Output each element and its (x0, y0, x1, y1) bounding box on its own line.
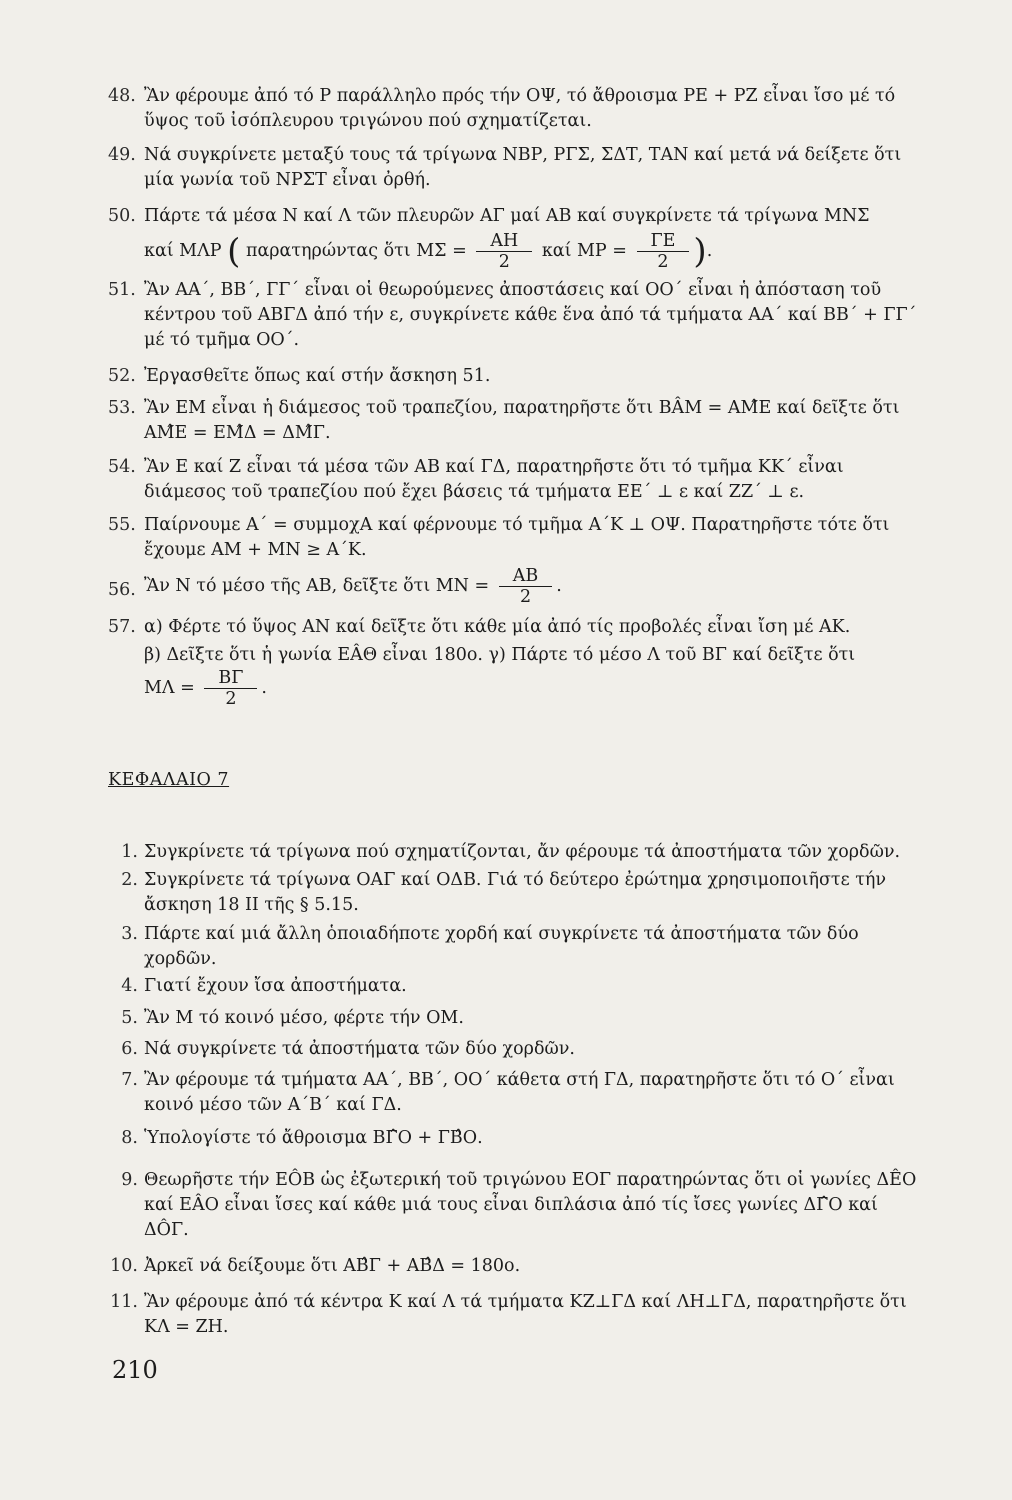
chapter-exercise-1 (108, 840, 928, 865)
fraction-ah-over-2: $\frac{AH}{2}$ (476, 231, 532, 272)
exercise-number: 8. (121, 1128, 138, 1148)
exercise-text: Πάρτε τά μέσα Ν καί Λ τῶν πλευρῶν ΑΓ μαί ΑΒ καί συγκρίνετε τά τρίγωνα ΜΝΣ (144, 206, 870, 226)
exercise-text: Ἀρκεῖ νά δείξουμε ὅτι ΑΒ̂Γ + ΑΒ̂Δ = 180ο. (144, 1256, 521, 1276)
exercise-51 (108, 278, 928, 353)
exercise-text: Πάρτε καί μιά ἄλλη ὁποιαδήποτε χορδή καί συγκρίνετε τά ἀποστήματα τῶν δύο χορδῶν. (144, 924, 859, 969)
exercise-text: Ἐργασθεῖτε ὅπως καί στήν ἄσκηση 51. (144, 366, 491, 386)
exercise-text: Ἂν φέρουμε ἀπό τά κέντρα Κ καί Λ τά τμήματα ΚΖ⊥ΓΔ καί ΛΗ⊥ΓΔ, παρατηρῆστε ὅτι ΚΛ = ΖΗ. (144, 1292, 907, 1337)
exercise-text: Ἂν Ν τό μέσο τῆς ΑΒ, δεῖξτε ὅτι ΜΝ = $\frac{AB}{2}$ . (144, 566, 562, 607)
exercise-number: 53. (108, 398, 136, 418)
chapter-exercise-3 (108, 922, 928, 972)
fraction-ab-over-2: $\frac{AB}{2}$ (499, 566, 553, 607)
chapter-exercise-9 (108, 1168, 928, 1243)
chapter-exercise-4 (108, 974, 928, 999)
exercise-text: Ἂν ΑΑ΄, ΒΒ΄, ΓΓ΄ εἶναι οἱ θεωρούμενες ἀποστάσεις καί ΟΟ΄ εἶναι ἡ ἀπόσταση τοῦ κέντρου τοῦ ΑΒΓΔ ἀπό τήν ε, συγκρίνετε κάθε ἕνα ἀπό τά τμήματα ΑΑ΄ καί ΒΒ΄ + ΓΓ΄ μέ τό τμῆμα ΟΟ΄. (144, 280, 917, 350)
exercise-text: Ἂν ΕΜ εἶναι ἡ διάμεσος τοῦ τραπεζίου, παρατηρῆστε ὅτι ΒÂΜ = ΑΜ̂Ε καί δεῖξτε ὅτι ΑΜ̂Ε = ΕΜ̂Δ = ΔΜ̂Γ. (144, 398, 900, 443)
exercise-number: 2. (121, 870, 138, 890)
exercise-number: 11. (110, 1292, 138, 1312)
chapter-exercise-10 (108, 1254, 928, 1279)
exercise-text: Θεωρῆστε τήν ΕÔΒ ὡς ἐξωτερική τοῦ τριγώνου ΕΟΓ παρατηρώντας ὅτι οἱ γωνίες ΔÊΟ καί ΕÂΟ εἶναι ἴσες καί κάθε μιά τους εἶναι διπλάσια ἀπό τίς ἴσες γωνίες ΔΓ̂Ο καί ΔÔΓ. (144, 1170, 917, 1240)
exercise-number: 9. (121, 1170, 138, 1190)
exercise-52 (108, 364, 928, 389)
exercise-57 (108, 615, 928, 709)
exercise-text: Ἂν φέρουμε τά τμήματα ΑΑ΄, ΒΒ΄, ΟΟ΄ κάθετα στή ΓΔ, παρατηρῆστε ὅτι τό Ο΄ εἶναι κοινό μέσο τῶν Α΄Β΄ καί ΓΔ. (144, 1070, 895, 1115)
formula-text-2: καί ΜΡ = (541, 241, 627, 261)
exercise-number: 56. (108, 580, 136, 600)
exercise-number: 6. (121, 1039, 138, 1059)
exercise-number: 49. (108, 145, 136, 165)
chapter-exercise-11 (108, 1290, 928, 1340)
exercise-number: 57. (108, 617, 136, 637)
exercise-49 (108, 143, 928, 193)
exercise-54 (108, 455, 928, 505)
fraction-ge-over-2: $\frac{\Gamma E}{2}$ (637, 231, 690, 272)
exercise-55 (108, 513, 928, 563)
exercise-text: Νά συγκρίνετε μεταξύ τους τά τρίγωνα ΝΒΡ, ΡΓΣ, ΣΔΤ, ΤΑΝ καί μετά νά δείξετε ὅτι μία γωνία τοῦ ΝΡΣΤ εἶναι ὀρθή. (144, 145, 902, 190)
exercise-number: 7. (121, 1070, 138, 1090)
exercise-text: Γιατί ἔχουν ἴσα ἀποστήματα. (144, 976, 407, 996)
exercise-56-text: Ἂν Ν τό μέσο τῆς ΑΒ, δεῖξτε ὅτι ΜΝ = (144, 576, 490, 596)
formula-prefix: καί ΜΛΡ (144, 241, 222, 261)
fraction-bg-over-2: $\frac{B\Gamma}{2}$ (204, 668, 257, 709)
exercise-number: 5. (121, 1008, 138, 1028)
exercise-text: Ἂν Ε καί Ζ εἶναι τά μέσα τῶν ΑΒ καί ΓΔ, παρατηρῆστε ὅτι τό τμῆμα ΚΚ΄ εἶναι διάμεσος τοῦ τραπεζίου πού ἔχει βάσεις τά τμήματα ΕΕ΄ ⊥ ε καί ΖΖ΄ ⊥ ε. (144, 457, 844, 502)
left-paren: ( (227, 231, 241, 272)
exercise-48 (108, 84, 928, 134)
chapter-exercise-8 (108, 1126, 928, 1151)
exercise-number: 50. (108, 206, 136, 226)
chapter-heading: ΚΕΦΑΛΑΙΟ 7 (108, 770, 230, 790)
exercise-number: 10. (110, 1256, 138, 1276)
exercise-number: 48. (108, 86, 136, 106)
right-paren: ) (693, 231, 707, 272)
exercise-text: Παίρνουμε Α΄ = συμμοχΑ καί φέρνουμε τό τμῆμα Α΄Κ ⊥ ΟΨ. Παρατηρῆστε τότε ὅτι ἔχουμε ΑΜ + ΜΝ ≥ Α΄Κ. (144, 515, 890, 560)
exercise-53 (108, 396, 928, 446)
chapter-exercise-2 (108, 868, 928, 918)
exercise-formula-line: καί ΜΛΡ ( παρατηρώντας ὅτι ΜΣ = $\frac{AH}{2}$ καί ΜΡ = $\frac{\Gamma E}{2}$ ). (144, 231, 713, 272)
exercise-57-line-2: β) Δεῖξτε ὅτι ἡ γωνία ΕÂΘ εἶναι 180ο. γ) Πάρτε τό μέσο Λ τοῦ ΒΓ καί δεῖξτε ὅτι (144, 645, 856, 665)
exercise-number: 55. (108, 515, 136, 535)
exercise-text: Συγκρίνετε τά τρίγωνα πού σχηματίζονται, ἄν φέρουμε τά ἀποστήματα τῶν χορδῶν. (144, 842, 901, 862)
exercise-number: 51. (108, 280, 136, 300)
chapter-exercise-6 (108, 1037, 928, 1062)
chapter-exercise-7 (108, 1068, 928, 1118)
exercise-57-line-1: α) Φέρτε τό ὕψος ΑΝ καί δεῖξτε ὅτι κάθε μία ἀπό τίς προβολές εἶναι ἴση μέ ΑΚ. (144, 617, 851, 637)
exercise-text: Ἂν φέρουμε ἀπό τό Ρ παράλληλο πρός τήν ΟΨ, τό ἄθροισμα ΡΕ + ΡΖ εἶναι ἴσο μέ τό ὕψος τοῦ ἰσόπλευρου τριγώνου πού σχηματίζεται. (144, 86, 896, 131)
exercise-50 (108, 204, 928, 272)
exercise-number: 54. (108, 457, 136, 477)
exercise-text: Συγκρίνετε τά τρίγωνα ΟΑΓ καί ΟΔΒ. Γιά τό δεύτερο ἐρώτημα χρησιμοποιῆστε τήν ἄσκηση 18 ΙΙ τῆς § 5.15. (144, 870, 886, 915)
chapter-exercise-5 (108, 1006, 928, 1031)
exercise-text: Νά συγκρίνετε τά ἀποστήματα τῶν δύο χορδῶν. (144, 1039, 575, 1059)
exercise-number: 3. (121, 924, 138, 944)
page-number: 210 (112, 1356, 158, 1384)
exercise-number: 4. (121, 976, 138, 996)
formula-text-1: παρατηρώντας ὅτι ΜΣ = (245, 241, 467, 261)
exercise-number: 1. (121, 842, 138, 862)
exercise-text: Ἂν Μ τό κοινό μέσο, φέρτε τήν ΟΜ. (144, 1008, 464, 1028)
exercise-text: Ὑπολογίστε τό ἄθροισμα ΒΓ̂Ο + ΓΒ̂Ο. (144, 1128, 483, 1148)
exercise-number: 52. (108, 366, 136, 386)
exercise-57-formula: ΜΛ = $\frac{B\Gamma}{2}$ . (144, 668, 267, 709)
exercise-56 (108, 566, 928, 607)
